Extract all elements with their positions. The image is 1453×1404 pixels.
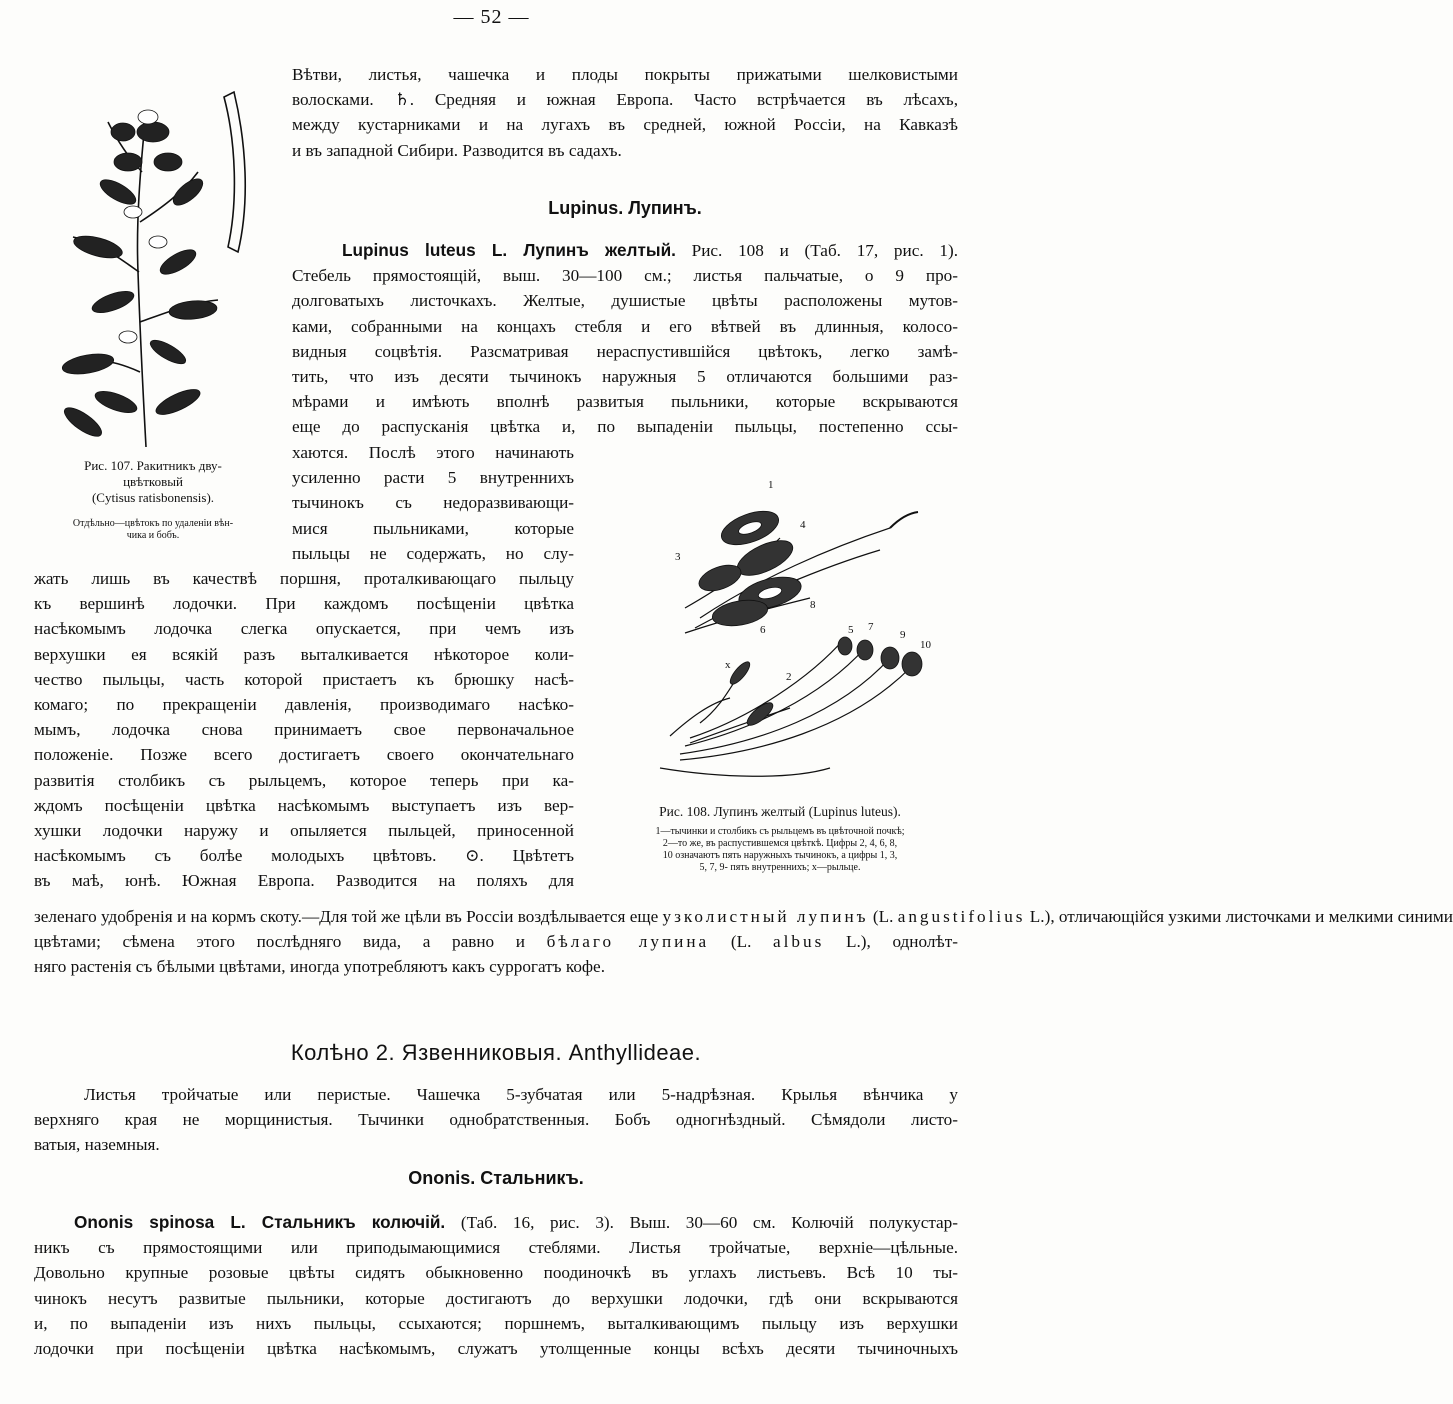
figure-107-caption-line: (Cytisus ratisbonensis). — [91, 490, 215, 505]
tribe-heading: Колѣно 2. Язвенниковыя. Anthyllideae. — [290, 1040, 702, 1065]
text-line — [34, 1210, 958, 1235]
figure-label: 5 — [848, 624, 854, 636]
figure-107-note — [22, 518, 284, 542]
lupinus-paragraph-left — [34, 566, 574, 894]
text-segment: зеленаго удобренiя и на кормъ скоту.—Для той же цѣли въ Россiи воздѣлывается еще — [34, 907, 663, 926]
page-number: — 52 — — [453, 6, 530, 28]
text-line: волосками. ♄. Средняя и южная Европа. Часто встрѣчается въ лѣсахъ, — [292, 90, 958, 110]
figure-108-caption: Рис. 108. Лупинъ желтый (Lupinus luteus). — [659, 804, 901, 819]
ononis-heading: Ononis. Стальникъ. — [408, 1168, 584, 1188]
species-common-name: бѣлаго лупина — [546, 932, 710, 952]
text-line: усиленно расти 5 внутреннихъ — [292, 468, 574, 488]
figure-107-illustration — [28, 72, 264, 452]
text-line: чинокъ несутъ развитые пыльники, которые достигаютъ до верхушки лодочки, гдѣ они вскрываются — [34, 1288, 958, 1308]
text-line — [292, 238, 958, 263]
species-name: Ononis spinosa L. Стальникъ колючiй. — [74, 1212, 446, 1232]
lupinus-paragraph-top — [292, 238, 958, 440]
figure-108-note-line: 1—тычинки и столбикъ съ рыльцемъ въ цвѣточной почкѣ; — [655, 826, 905, 837]
figure-label: 7 — [868, 621, 874, 633]
figure-label: 8 — [810, 599, 816, 611]
figure-107-caption — [30, 458, 276, 506]
text-line: долговатыхъ листочкахъ. Желтые, душистые цвѣты расположены мутов- — [292, 291, 958, 311]
text-line: чество пыльцы, часть которой пристаетъ къ брюшку насѣ- — [34, 669, 574, 689]
text-segment: (L. — [868, 907, 898, 926]
text-line: насѣкомымъ лодочка слегка опускается, при чемъ изъ — [34, 619, 574, 639]
lead-rest: Рис. 108 и (Таб. 17, рис. 1). — [691, 241, 958, 260]
text-line: мѣрами и имѣють вполнѣ развитыя пыльники, которые вскрываются — [292, 392, 958, 412]
figure-107-note-line: Отдѣльно—цвѣтокъ по удаленiи вѣн- — [72, 518, 234, 529]
figure-label: x — [725, 659, 731, 671]
text-line: ками, собранными на концахъ стебля и его вѣтвей въ длинныя, колосо- — [292, 316, 958, 336]
text-line: лодочки при посѣщенiи цвѣтка насѣкомымъ, служатъ утолщенные концы всѣхъ десяти тычиночныхъ — [34, 1339, 958, 1359]
text-line: видныя соцвѣтiя. Разсматривая нераспустившiйся цвѣтокъ, легко замѣ- — [292, 341, 958, 361]
lupinus-heading: Lupinus. Лупинъ. — [548, 198, 702, 218]
figure-label: 9 — [900, 629, 906, 641]
text-line: къ вершинѣ лодочки. При каждомъ посѣщенiи цвѣтка — [34, 594, 574, 614]
text-line: еще до распусканiя цвѣтка и, по выпаденiи пыльцы, постепенно ссы- — [292, 417, 958, 437]
species-common-name: узколистный лупинъ — [662, 907, 869, 926]
figure-108-note — [590, 826, 970, 874]
tribe-paragraph — [34, 1082, 958, 1158]
text-segment: (L. — [709, 932, 774, 952]
text-line: няго растенiя съ бѣлыми цвѣтами, иногда употребляютъ какъ суррогатъ кофе. — [34, 957, 605, 977]
figure-107-note-line: чика и бобъ. — [126, 530, 180, 541]
figure-label: 3 — [675, 551, 681, 563]
text-line: и въ западной Сибири. Разводится въ садахъ. — [292, 140, 622, 160]
lupinus-paragraph-narrow — [292, 440, 574, 566]
text-line: развитiя столбикъ съ рыльцемъ, которое теперь при ка- — [34, 770, 574, 790]
text-line: Листья тройчатые или перистые. Чашечка 5-зубчатая или 5-надрѣзная. Крылья вѣнчика у — [84, 1085, 958, 1104]
text-line: и, по выпаденiи изъ нихъ пыльцы, ссыхаются; поршнемъ, выталкивающимъ пыльцу изъ верхушки — [34, 1313, 958, 1333]
text-segment: L.), отличающiйся узкими листочками и мелкими синими — [1025, 907, 1453, 926]
text-line: хушки лодочки наружу и опыляется пыльцей, приносенной — [34, 821, 574, 841]
text-line: тычинокъ съ недоразвивающи- — [292, 493, 574, 513]
text-line: въ маѣ, юнѣ. Южная Европа. Разводится на поляхъ для — [34, 871, 574, 891]
species-name: Lupinus luteus L. Лупинъ желтый. — [342, 240, 676, 260]
figure-label: 2 — [786, 671, 792, 683]
intro-paragraph — [292, 62, 958, 163]
text-line: Довольно крупные розовые цвѣты сидятъ обыкновенно поодиночкѣ въ углахъ листьевъ. Всѣ 10 ты- — [34, 1263, 958, 1283]
lead-rest: (Таб. 16, рис. 3). Выш. 30—60 см. Колючiй полукустар- — [460, 1213, 959, 1232]
text-line: положенiе. Позже всего достигаетъ своего окончательнаго — [34, 745, 574, 765]
text-line: между кустарниками и на лугахъ въ средней, южной Россiи, на Кавказѣ — [292, 115, 958, 135]
latin-epithet: angustifolius — [897, 907, 1026, 926]
text-line: никъ съ прямостоящими или приподымающимися стеблями. Листья тройчатые, верхнiе—цѣльные. — [34, 1238, 958, 1258]
figure-label: 10 — [920, 639, 931, 651]
text-line — [34, 929, 958, 954]
text-line: хаются. Послѣ этого начинають — [292, 443, 574, 462]
text-line: комаго; по прекращенiи давленiя, производимаго насѣко- — [34, 695, 574, 715]
text-line: жать лишь въ качествѣ поршня, проталкивающаго пыльцу — [34, 569, 574, 588]
text-line: верхушки ея всякiй разъ выталкивается нѣкоторое коли- — [34, 644, 574, 664]
lupinus-paragraph-bottom — [34, 904, 1453, 980]
figure-label: 4 — [800, 519, 806, 531]
figure-108-note-line: 2—то же, въ распустившемся цвѣткѣ. Цифры 2, 4, 6, 8, — [662, 838, 898, 849]
figure-108-note-line: 10 означаютъ пять наружныхъ тычинокъ, а цифры 1, 3, — [662, 850, 898, 861]
text-line: Стебель прямостоящiй, выш. 30—100 см.; листья пальчатые, о 9 про- — [292, 266, 958, 286]
text-line: верхняго края не морщинистыя. Тычинки однобратственныя. Бобъ одногнѣздный. Сѣмядоли листо- — [34, 1110, 958, 1130]
figure-108-illustration — [600, 468, 960, 798]
text-line: тить, что изъ десяти тычинокъ наружныя 5 отличаются большими раз- — [292, 367, 958, 387]
text-line: мися пыльниками, которые — [292, 518, 574, 538]
text-line: ватыя, наземныя. — [34, 1135, 160, 1155]
text-line: ждомъ посѣщенiи цвѣтка насѣкомымъ выступаетъ изъ вер- — [34, 795, 574, 815]
figure-107-caption-line: цвѣтковый — [123, 474, 183, 489]
ononis-paragraph — [34, 1210, 958, 1361]
text-segment: цвѣтами; сѣмена этого послѣдняго вида, а равно и — [34, 932, 547, 952]
text-line: Вѣтви, листья, чашечка и плоды покрыты прижатыми шелковистыми — [292, 65, 958, 84]
figure-label: 1 — [768, 479, 774, 491]
figure-107-caption-line: Рис. 107. Ракитникъ дву- — [84, 458, 222, 473]
text-line: пыльцы не содержать, но слу- — [292, 543, 574, 563]
latin-epithet: albus — [773, 932, 825, 952]
text-segment: L.), однолѣт- — [824, 932, 958, 952]
figure-108-note-line: 5, 7, 9- пять внутреннихъ; x—рыльце. — [699, 862, 861, 873]
text-line: насѣкомымъ съ болѣе молодыхъ цвѣтовъ. ⊙. Цвѣтетъ — [34, 846, 574, 866]
text-line — [34, 904, 1453, 929]
figure-label: 6 — [760, 624, 766, 636]
text-line: мымъ, лодочка снова принимаетъ свое первоначальное — [34, 720, 574, 740]
